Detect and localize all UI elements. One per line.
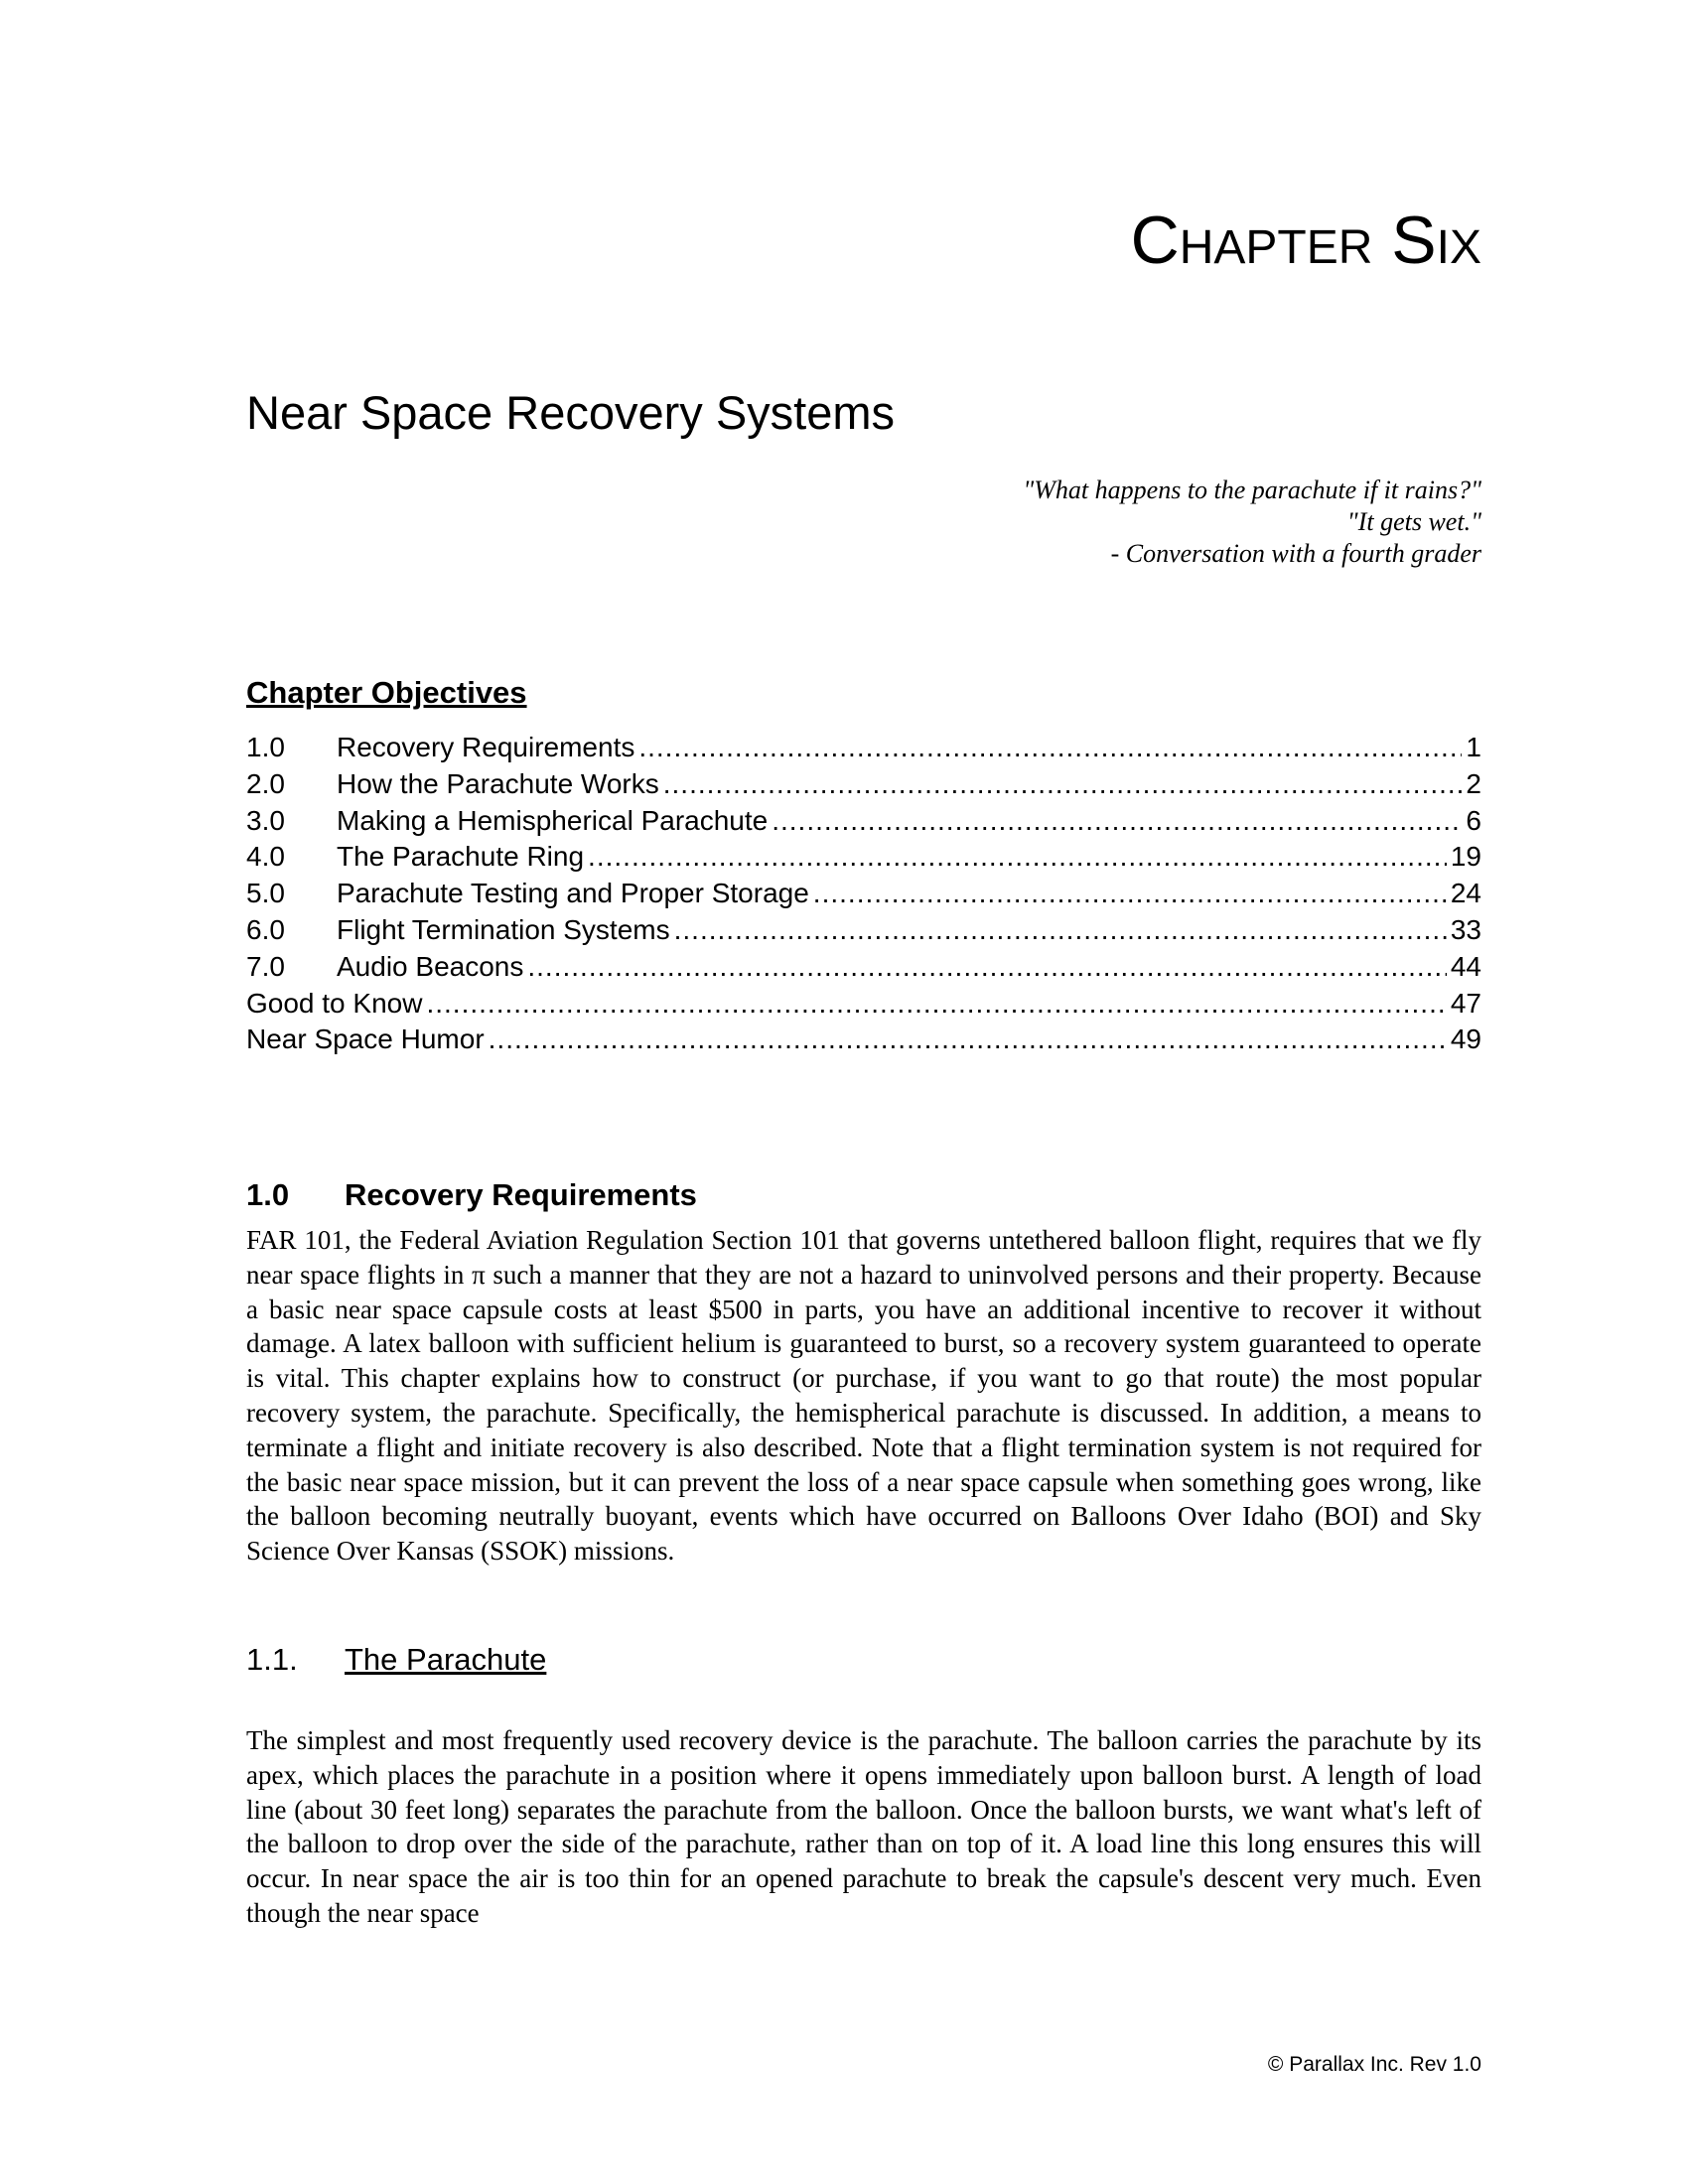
toc-dot-leader: [674, 912, 1447, 949]
toc-entry-title: How the Parachute Works: [337, 767, 659, 799]
toc-entry-number: 4.0: [246, 841, 285, 873]
toc-dot-leader: [638, 730, 1462, 766]
toc-entry-page: 44: [1450, 950, 1481, 982]
epigraph-quote: [1023, 475, 1481, 570]
toc-entry-page: 24: [1450, 878, 1481, 909]
section-title: Recovery Requirements: [345, 1177, 697, 1212]
toc-dot-leader: [663, 766, 1463, 803]
toc-entry-title: Good to Know: [246, 987, 423, 1019]
chapter-title: Chapter Six: [1130, 203, 1481, 278]
toc-entry-page: 47: [1450, 987, 1481, 1019]
toc-entry-number: 2.0: [246, 767, 285, 799]
toc-entry-title: Flight Termination Systems: [337, 913, 670, 945]
toc-dot-leader: [772, 803, 1462, 840]
epigraph-line: "It gets wet.": [1346, 507, 1481, 536]
section-heading: [246, 1177, 697, 1213]
page-footer: © Parallax Inc. Rev 1.0: [1267, 2053, 1481, 2076]
toc-entry-title: The Parachute Ring: [337, 841, 585, 873]
toc-entry: [246, 949, 1481, 986]
toc-entry-number: 7.0: [246, 950, 285, 982]
toc-entry-title: Near Space Humor: [246, 1024, 485, 1055]
subsection-number: 1.1.: [246, 1642, 298, 1677]
toc-entry-page: 19: [1450, 841, 1481, 873]
toc-entry: [246, 1022, 1481, 1058]
toc-entry: [246, 730, 1481, 766]
toc-dot-leader: [527, 949, 1446, 986]
toc-entry-page: 6: [1466, 804, 1481, 836]
toc-entry: [246, 803, 1481, 840]
toc-entry: [246, 839, 1481, 876]
toc-entry: [246, 876, 1481, 912]
toc-entry-page: 2: [1466, 767, 1481, 799]
toc-entry-page: 33: [1450, 913, 1481, 945]
toc-entry-title: Making a Hemispherical Parachute: [337, 804, 769, 836]
subsection-heading: [246, 1642, 546, 1678]
toc-entry-number: 3.0: [246, 804, 285, 836]
document-page: [246, 0, 1481, 2184]
epigraph-line: "What happens to the parachute if it rains?": [1023, 476, 1481, 504]
toc-entry-number: 1.0: [246, 732, 285, 762]
toc-dot-leader: [489, 1022, 1447, 1058]
toc-entry-page: 1: [1466, 732, 1481, 762]
toc-entry-number: 6.0: [246, 913, 285, 945]
toc-dot-leader: [426, 986, 1446, 1023]
section-paragraph: FAR 101, the Federal Aviation Regulation Section 101 that governs untethered balloon flight, requires that we fly near space flights in π such a manner that they are not a hazard to uninvolved persons and their property. Because a basic near space capsule costs at least $500 in parts, you have an additional incentive to recover it without damage. A latex balloon with sufficient helium is guaranteed to burst, so a recovery system guaranteed to operate is vital. This chapter explains how to construct (or purchase, if you want to go that route) the most popular recovery system, the parachute. Specifically, the hemispherical parachute is discussed. In addition, a means to terminate a flight and initiate recovery is also described. Note that a flight termination system is not required for the basic near space mission, but it can prevent the loss of a near space capsule when something goes wrong, like the balloon becoming neutrally buoyant, events which have occurred on Balloons Over Idaho (BOI) and Sky Science Over Kansas (SSOK) missions.: [246, 1225, 1481, 1567]
section-number: 1.0: [246, 1177, 290, 1212]
chapter-subtitle: Near Space Recovery Systems: [246, 386, 896, 439]
toc-dot-leader: [813, 876, 1447, 912]
objectives-heading: Chapter Objectives: [246, 675, 527, 710]
toc-entry: [246, 986, 1481, 1023]
table-of-contents: [246, 730, 1481, 1058]
toc-entry-title: Parachute Testing and Proper Storage: [337, 878, 809, 909]
toc-entry-title: Audio Beacons: [337, 950, 524, 982]
epigraph-attribution: - Conversation with a fourth grader: [1110, 539, 1481, 568]
toc-dot-leader: [588, 839, 1447, 876]
toc-entry: [246, 912, 1481, 949]
subsection-title: The Parachute: [345, 1642, 547, 1677]
toc-entry-title: Recovery Requirements: [337, 732, 635, 762]
toc-entry-number: 5.0: [246, 878, 285, 909]
toc-entry: [246, 766, 1481, 803]
subsection-paragraph: The simplest and most frequently used recovery device is the parachute. The balloon carries the parachute by its apex, which places the parachute in a position where it opens immediately upon balloon burst. A length of load line (about 30 feet long) separates the parachute from the balloon. Once the balloon bursts, we want what's left of the balloon to drop over the side of the parachute, rather than on top of it. A load line this long ensures this will occur. In near space the air is too thin for an opened parachute to break the capsule's descent very much. Even though the near space: [246, 1725, 1481, 1928]
toc-entry-page: 49: [1450, 1024, 1481, 1055]
